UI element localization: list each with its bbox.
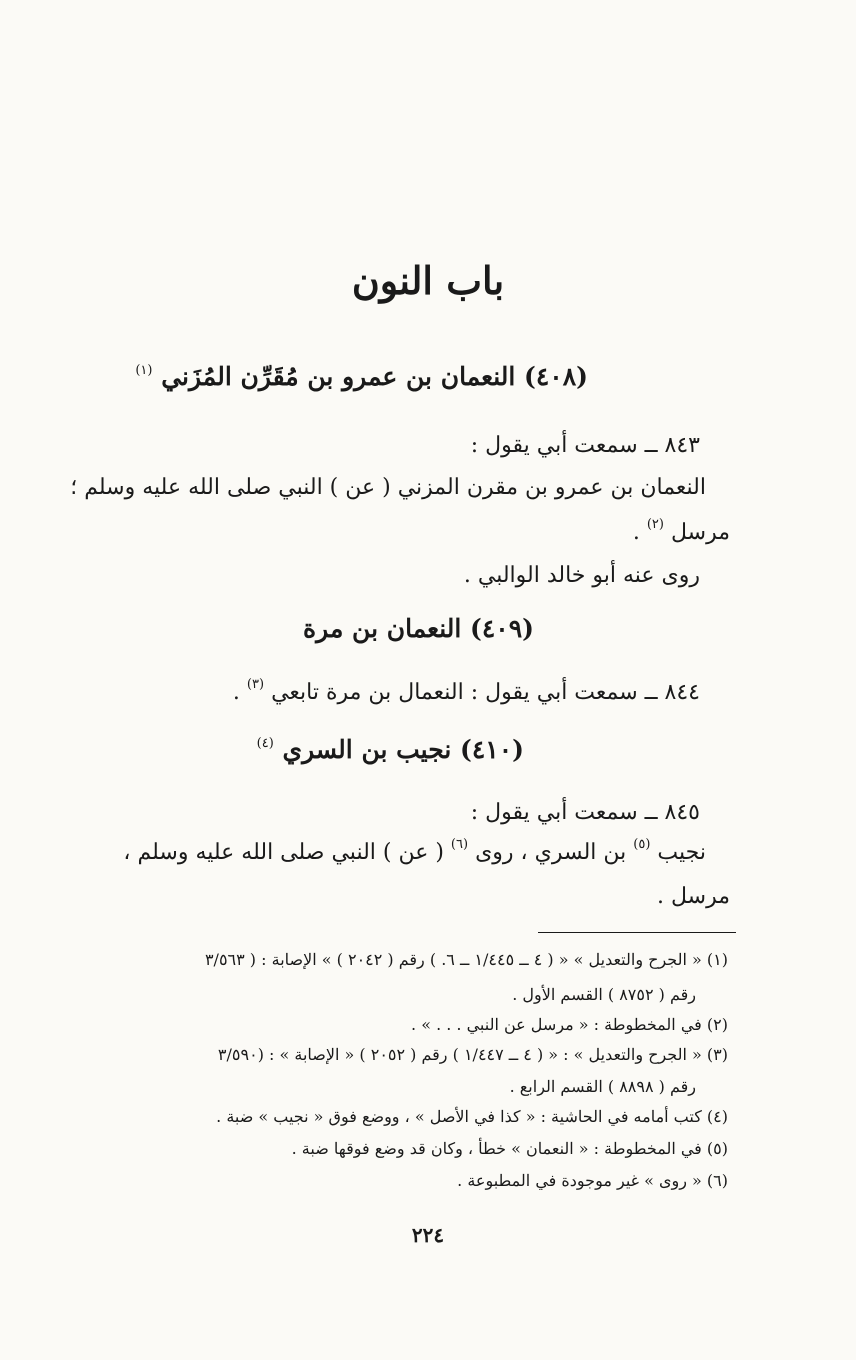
- entry-heading-410: [257, 735, 524, 764]
- page-number: ٢٢٤: [411, 1223, 445, 1247]
- entry-text: بن السري ، روى: [475, 840, 627, 865]
- footnote-ref: (٥): [633, 837, 651, 852]
- entry-text: ٨٤٤ ــ سمعت أبي يقول : النعمال بن مرة تابعي: [271, 680, 700, 705]
- footnote-3: (٣) « الجرح والتعديل » : « ( ٤ ــ ١/٤٤٧ ) رقم ( ٢٠٥٢ ) « الإصابة » : (٣/٥٩٠: [217, 1045, 728, 1064]
- footnote-2: (٢) في المخطوطة : « مرسل عن النبي . . . » .: [411, 1015, 728, 1034]
- footnote-ref: (٦): [450, 837, 469, 852]
- entry-text: مرسل: [670, 520, 730, 545]
- footnote-4: (٤) كتب أمامه في الحاشية : « كذا في الأصل » ، ووضع فوق « نجيب » ضبة .: [216, 1107, 728, 1126]
- entry-text: .: [232, 680, 240, 705]
- entry-heading-text: (٤١٠) نجيب بن السري: [282, 735, 524, 764]
- chapter-title: باب النون: [351, 258, 505, 303]
- entry-text: نجيب: [657, 840, 706, 865]
- entry-text: .: [632, 520, 640, 545]
- footnote-1-continuation: رقم ( ٨٧٥٢ ) القسم الأول .: [512, 985, 696, 1004]
- entry-heading-408: [135, 362, 588, 391]
- footnote-6: (٦) « روى » غير موجودة في المطبوعة .: [457, 1171, 728, 1190]
- footnote-ref: (٢): [646, 517, 664, 532]
- footnote-3-continuation: رقم ( ٨٨٩٨ ) القسم الرابع .: [509, 1077, 696, 1096]
- footnote-ref: (٤): [256, 736, 274, 751]
- entry-heading-text: (٤٠٨) النعمان بن عمرو بن مُقَرِّن المُزَني: [161, 362, 588, 391]
- footnote-5: (٥) في المخطوطة : « النعمان » خطأ ، وكان قد وضع فوقها ضبة .: [291, 1139, 728, 1158]
- entry-line: مرسل .: [656, 884, 730, 909]
- entry-line: النعمان بن عمرو بن مقرن المزني ( عن ) النبي صلى الله عليه وسلم ؛: [70, 475, 706, 500]
- entry-line: [123, 837, 706, 865]
- entry-text: ( عن ) النبي صلى الله عليه وسلم ،: [123, 840, 444, 865]
- entry-line: روى عنه أبو خالد الوالبي .: [463, 563, 700, 588]
- footnote-1: (١) « الجرح والتعديل » « ( ٤ ــ ١/٤٤٥ ــ ٦. ) رقم ( ٢٠٤٢ ) » الإصابة : ( ٣/٥٦٣: [204, 950, 728, 969]
- footnote-ref: (٣): [246, 677, 265, 692]
- entry-line: [632, 517, 730, 545]
- footnote-ref: (١): [135, 363, 153, 378]
- entry-line: ٨٤٥ ــ سمعت أبي يقول :: [470, 800, 700, 825]
- entry-heading-409: (٤٠٩) النعمان بن مرة: [303, 614, 534, 643]
- entry-line: ٨٤٣ ــ سمعت أبي يقول :: [470, 433, 700, 458]
- footnote-divider: [538, 932, 736, 933]
- entry-line: [232, 677, 700, 705]
